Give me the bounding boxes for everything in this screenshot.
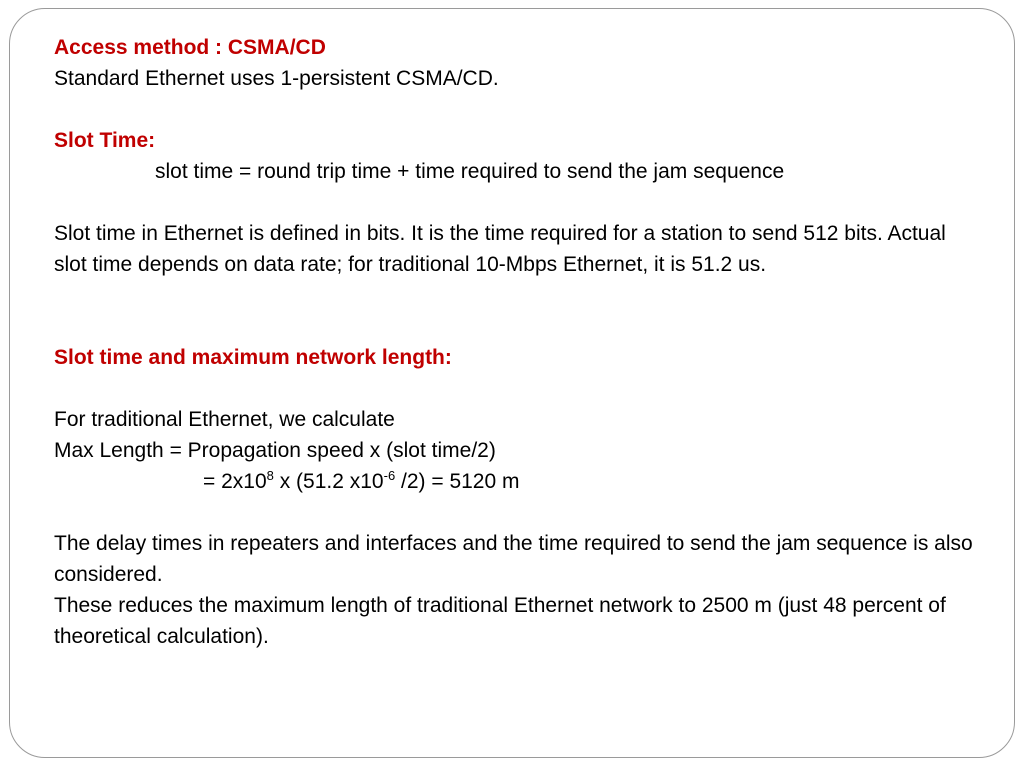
spacer xyxy=(54,187,994,218)
calc-part-2: x (51.2 x10 xyxy=(273,470,384,493)
spacer xyxy=(54,280,994,311)
delay-paragraph: The delay times in repeaters and interfaces and the time required to send the jam sequence is also considered. xyxy=(54,532,973,586)
access-method-text: Standard Ethernet uses 1-persistent CSMA/CD. xyxy=(54,67,499,90)
access-method-heading: Access method : CSMA/CD xyxy=(54,36,326,59)
calc-part-3: /2) = 5120 m xyxy=(395,470,520,493)
max-length-intro: For traditional Ethernet, we calculate xyxy=(54,408,395,431)
calc-part-1: = 2x10 xyxy=(203,470,267,493)
calc-exponent-2: -6 xyxy=(383,468,396,483)
spacer xyxy=(54,94,994,125)
slide-content xyxy=(54,32,994,652)
reduction-paragraph: These reduces the maximum length of traditional Ethernet network to 2500 m (just 48 percent of theoretical calculation). xyxy=(54,594,946,648)
slot-time-paragraph: Slot time in Ethernet is defined in bits. It is the time required for a station to send 512 bits. Actual slot time depends on data rate; for traditional 10-Mbps Ethernet, it is 51.2 us. xyxy=(54,222,946,276)
max-length-formula: Max Length = Propagation speed x (slot time/2) xyxy=(54,439,496,462)
spacer xyxy=(54,373,994,404)
max-length-heading: Slot time and maximum network length: xyxy=(54,346,452,369)
spacer xyxy=(54,497,994,528)
max-length-calculation xyxy=(54,466,994,497)
slot-time-heading: Slot Time: xyxy=(54,129,156,152)
spacer xyxy=(54,311,994,342)
slot-time-formula: slot time = round trip time + time required to send the jam sequence xyxy=(155,160,785,183)
calc-exponent-1: 8 xyxy=(266,468,274,483)
